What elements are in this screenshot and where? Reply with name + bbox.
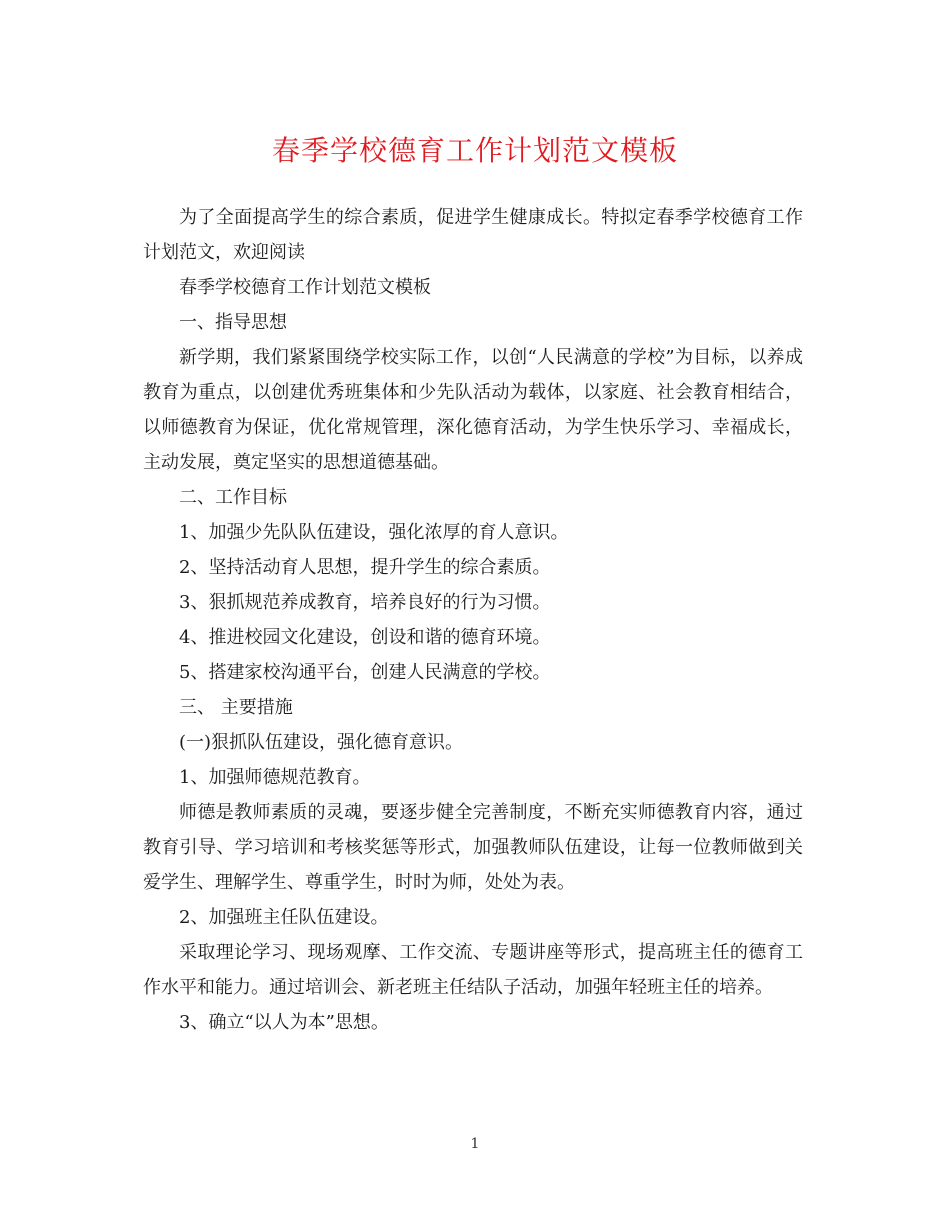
heading-work-goals: 二、工作目标 bbox=[179, 487, 287, 508]
goal-item: 5、搭建家校沟通平台，创建人民满意的学校。 bbox=[179, 662, 551, 683]
paragraph-intro: 为了全面提高学生的综合素质，促进学生健康成长。特拟定春季学校德育工作计划范文，欢迎阅读 bbox=[143, 207, 803, 263]
subheading-team-building: (一)狠抓队伍建设，强化德育意识。 bbox=[179, 732, 464, 753]
goal-item: 3、狠抓规范养成教育，培养良好的行为习惯。 bbox=[179, 592, 551, 613]
paragraph-teacher-ethics: 师德是教师素质的灵魂，要逐步健全完善制度，不断充实师德教育内容，通过教育引导、学习培训和考核奖惩等形式，加强教师队伍建设，让每一位教师做到关爱学生、理解学生、尊重学生，时时为师，处处为表。 bbox=[143, 802, 803, 893]
document-title: 春季学校德育工作计划范文模板 bbox=[271, 134, 678, 167]
goal-item: 2、坚持活动育人思想，提升学生的综合素质。 bbox=[179, 557, 551, 578]
measure-item: 1、加强师德规范教育。 bbox=[179, 767, 371, 788]
document-body bbox=[143, 200, 803, 1040]
page-number: 1 bbox=[470, 1136, 480, 1152]
paragraph-class-teachers: 采取理论学习、现场观摩、工作交流、专题讲座等形式，提高班主任的德育工作水平和能力。通过培训会、新老班主任结队子活动，加强年轻班主任的培养。 bbox=[143, 942, 803, 998]
heading-guiding-thought: 一、指导思想 bbox=[179, 312, 287, 333]
paragraph-guiding-thought: 新学期，我们紧紧围绕学校实际工作，以创“人民满意的学校”为目标，以养成教育为重点，以创建优秀班集体和少先队活动为载体，以家庭、社会教育相结合，以师德教育为保证，优化常规管理，深化德育活动，为学生快乐学习、幸福成长，主动发展，奠定坚实的思想道德基础。 bbox=[143, 347, 803, 473]
measure-item: 3、确立“以人为本”思想。 bbox=[179, 1012, 389, 1033]
measure-item: 2、加强班主任队伍建设。 bbox=[179, 907, 389, 928]
heading-main-measures: 三、 主要措施 bbox=[179, 697, 293, 718]
goal-item: 4、推进校园文化建设，创设和谐的德育环境。 bbox=[179, 627, 551, 648]
goal-item: 1、加强少先队队伍建设，强化浓厚的育人意识。 bbox=[179, 522, 569, 543]
paragraph-subtitle: 春季学校德育工作计划范文模板 bbox=[179, 277, 431, 298]
